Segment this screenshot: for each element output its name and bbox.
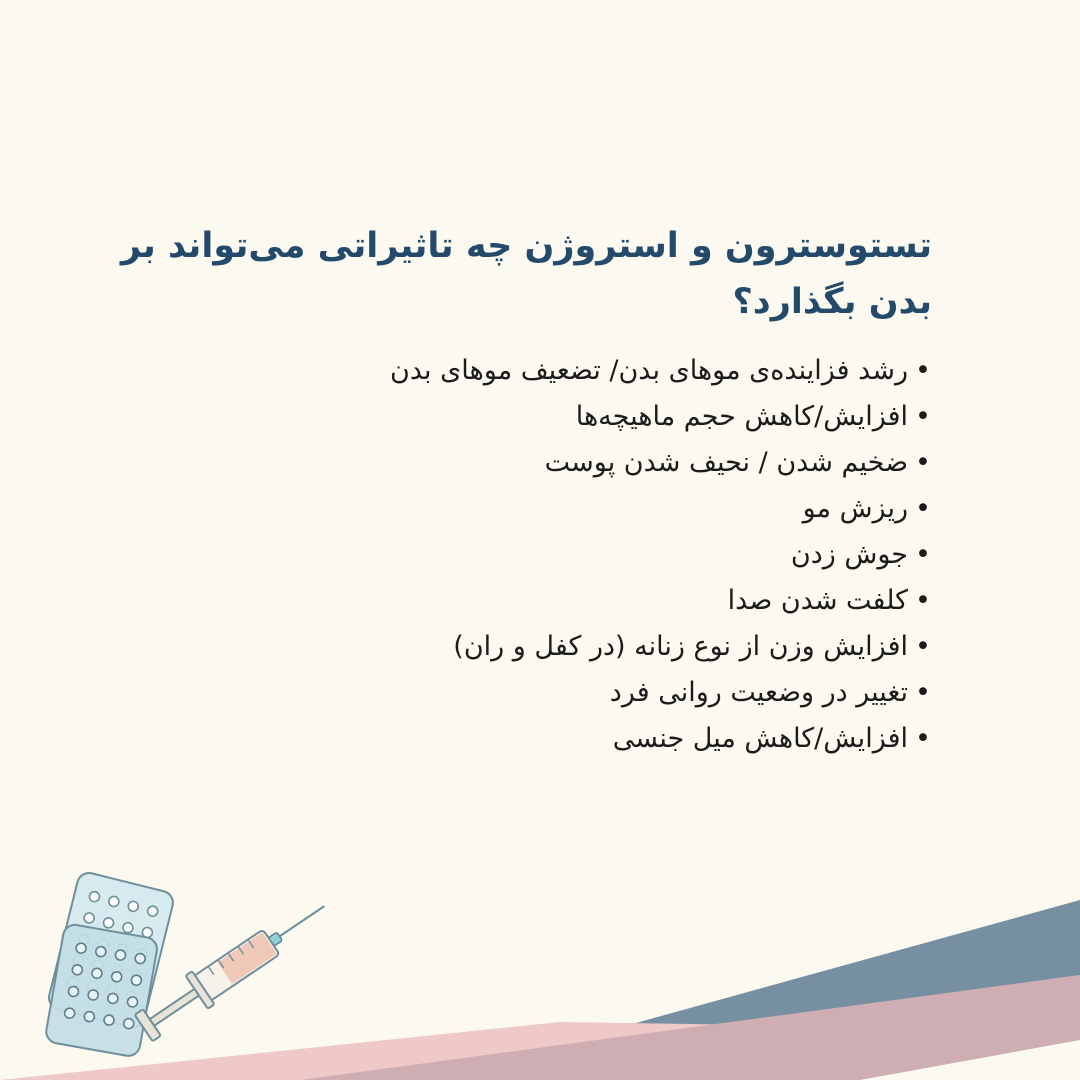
list-item [102, 486, 932, 532]
bullet-icon: • [915, 493, 931, 524]
bullet-icon: • [915, 401, 931, 432]
list-item [102, 532, 932, 578]
list-item-text: افزایش وزن از نوع زنانه (در کفل و ران) [453, 631, 908, 662]
list-item-text: افزایش/کاهش حجم ماهیچه‌ها [575, 401, 908, 432]
effects-list [102, 348, 932, 762]
bullet-icon: • [915, 355, 931, 386]
page-title: تستوسترون و استروژن چه تاثیراتی می‌تواند بر بدن بگذارد؟ [120, 226, 932, 322]
bullet-icon: • [915, 677, 931, 708]
list-item [102, 624, 932, 670]
list-item [102, 440, 932, 486]
list-item-text: ضخیم شدن / نحیف شدن پوست [544, 447, 908, 478]
bullet-icon: • [915, 585, 931, 616]
list-item [102, 670, 932, 716]
list-item-text: تغییر در وضعیت روانی فرد [609, 677, 908, 708]
list-item [102, 716, 932, 762]
list-item [102, 348, 932, 394]
list-item-text: کلفت شدن صدا [727, 585, 908, 616]
list-item [102, 578, 932, 624]
bullet-icon: • [915, 631, 931, 662]
main-content [102, 218, 932, 762]
list-item-text: جوش زدن [790, 539, 908, 570]
list-item [102, 394, 932, 440]
bullet-icon: • [915, 723, 931, 754]
list-item-text: ریزش مو [802, 493, 908, 524]
bullet-icon: • [915, 539, 931, 570]
bullet-icon: • [915, 447, 931, 478]
list-item-text: رشد فزاینده‌ی موهای بدن/ تضعیف موهای بدن [390, 355, 908, 386]
list-item-text: افزایش/کاهش میل جنسی [612, 723, 908, 754]
